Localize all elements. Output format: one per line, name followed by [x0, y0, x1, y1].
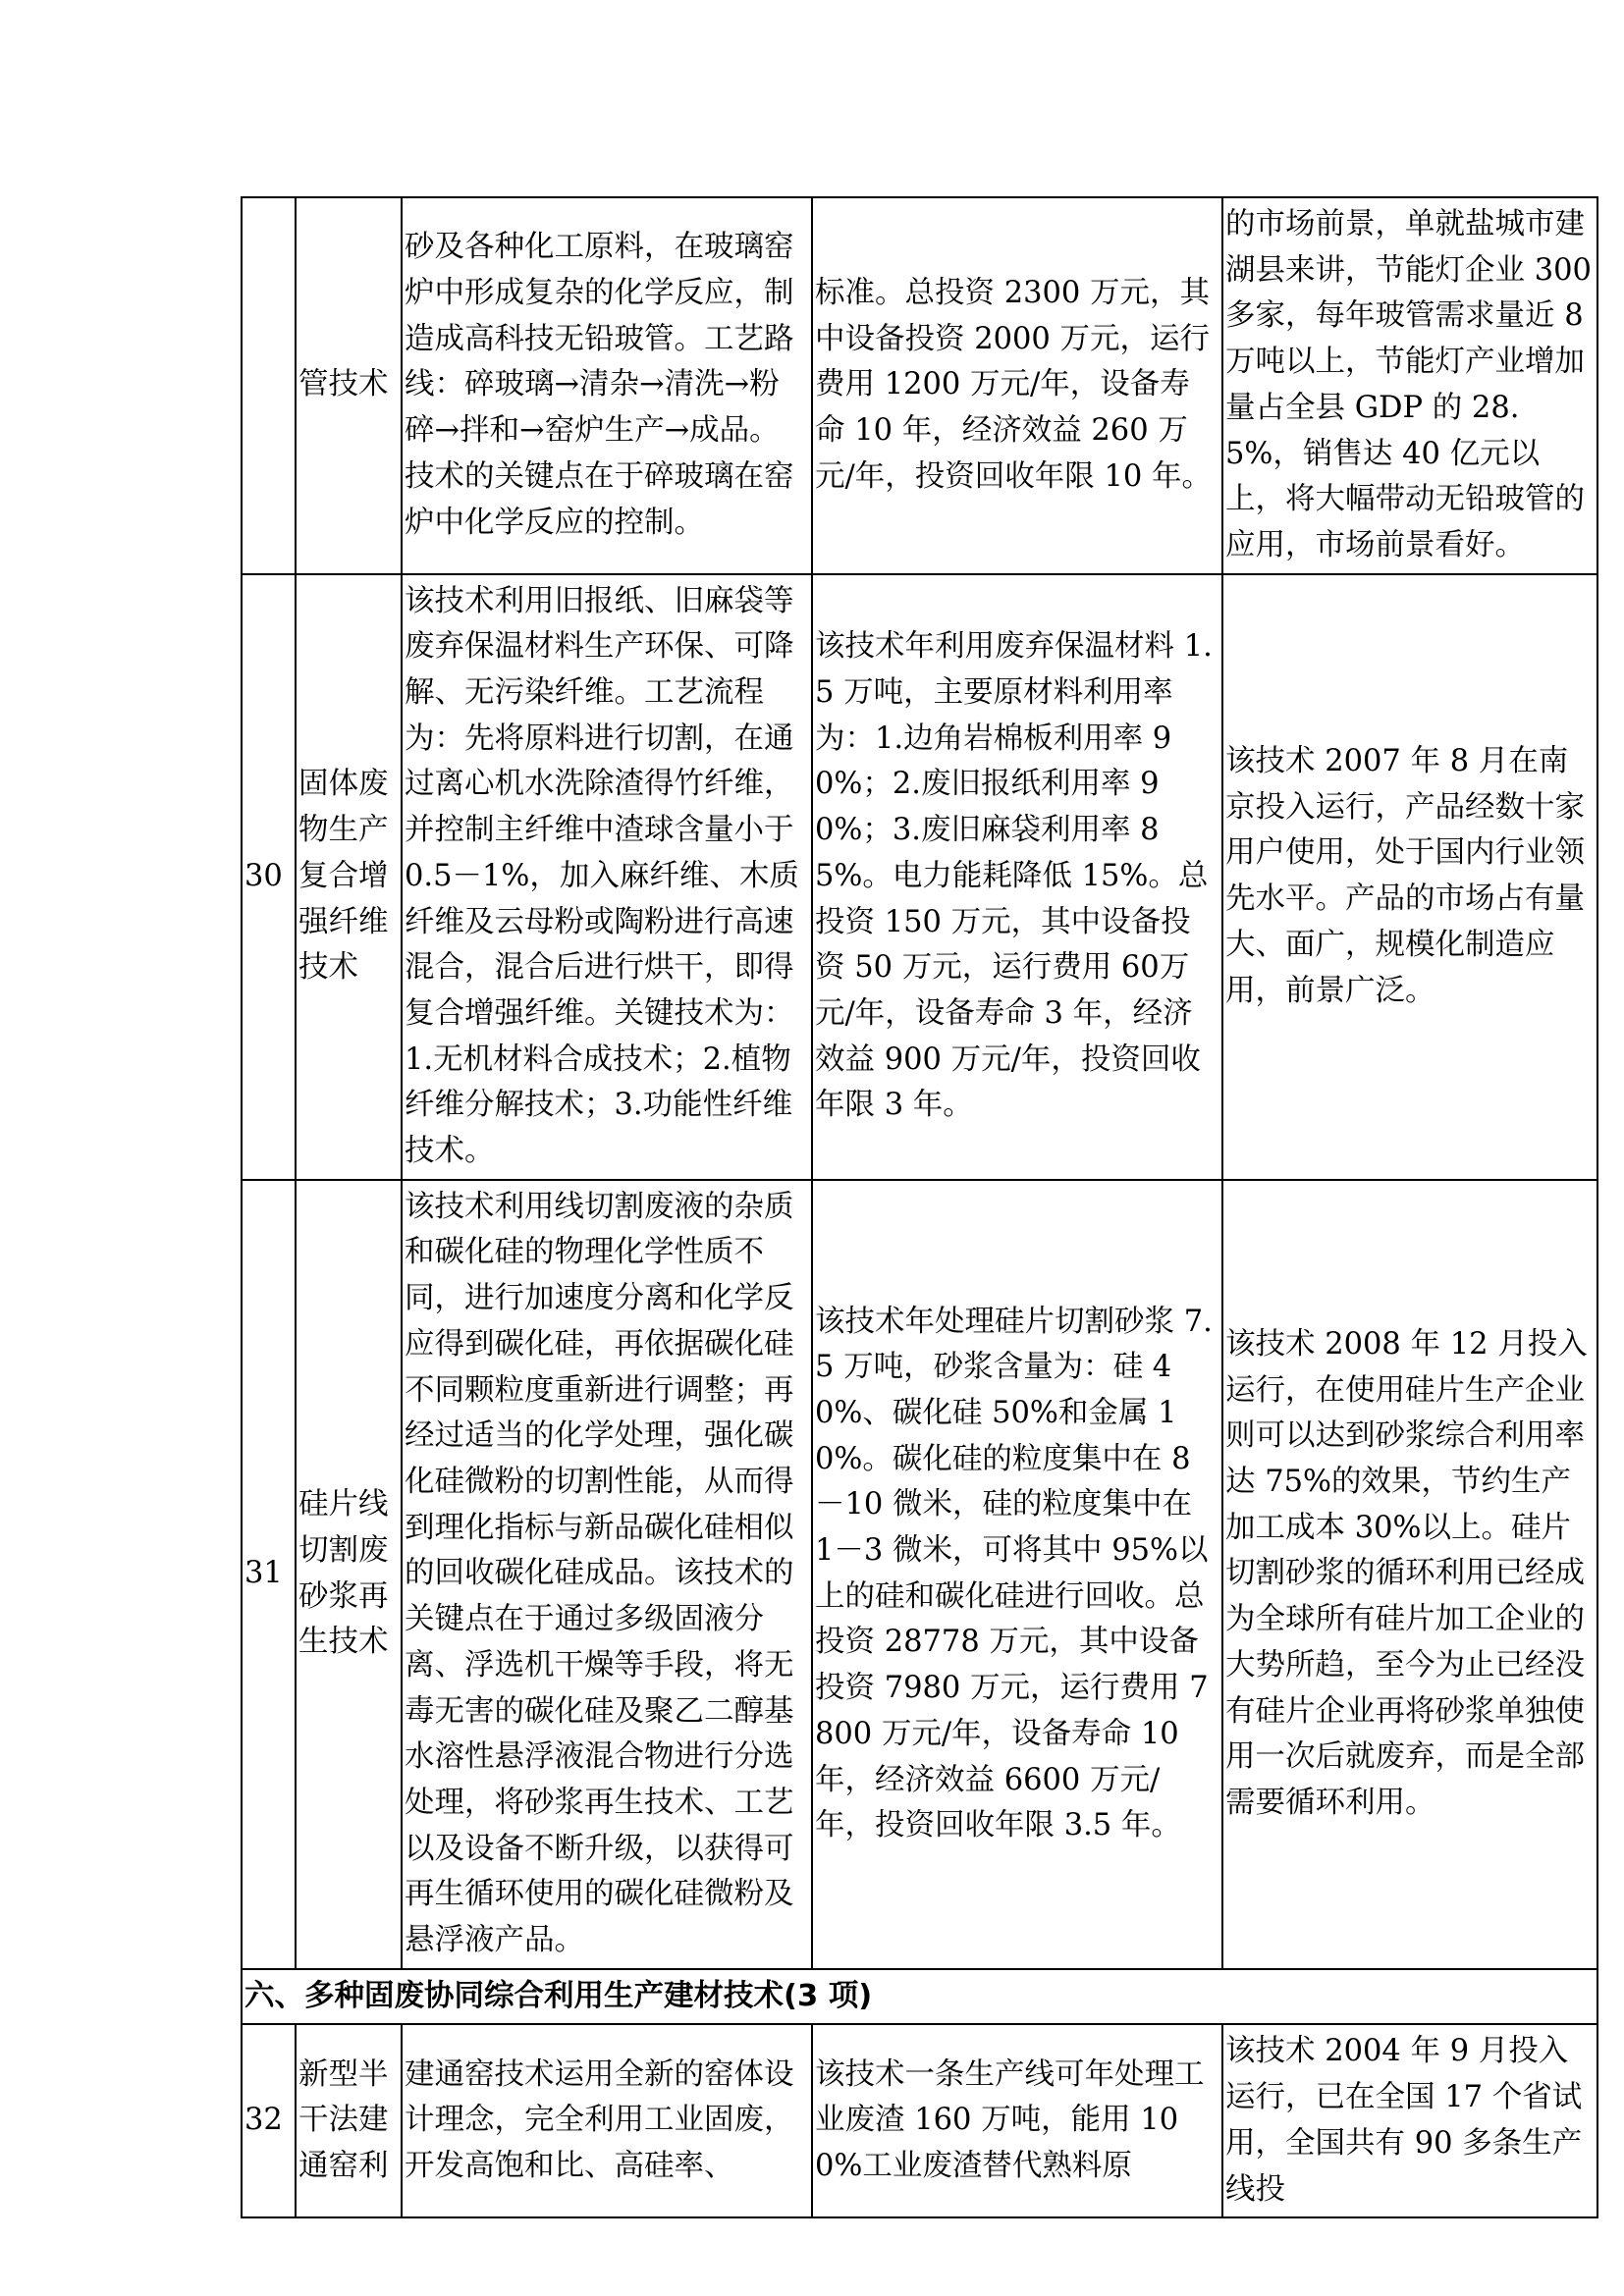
row-number: 32	[242, 2024, 296, 2217]
row-number	[242, 197, 296, 574]
technology-metrics: 该技术年处理硅片切割砂浆 7.5 万吨，砂浆含量为：硅 40%、碳化硅 50%和金属 10%。碳化硅的粒度集中在 8－10 微米，硅的粒度集中在 1－3 微米，可将其中 95%以上的硅和碳化硅进行回收。总投资 28778 万元，其中设备投资 7980 万元，运行费用 7800 万元/年，设备寿命 10年，经济效益 6600 万元/年，投资回收年限 3.5 年。	[812, 1180, 1222, 1969]
technology-name: 管技术	[296, 197, 402, 574]
technology-description: 砂及各种化工原料，在玻璃窑炉中形成复杂的化学反应，制造成高科技无铅玻管。工艺路线：碎玻璃→清杂→清洗→粉碎→拌和→窑炉生产→成品。技术的关键点在于碎玻璃在窑炉中化学反应的控制。	[402, 197, 812, 574]
market-prospect: 该技术 2008 年 12 月投入运行，在使用硅片生产企业则可以达到砂浆综合利用率达 75%的效果，节约生产加工成本 30%以上。硅片切割砂浆的循环利用已经成为全球所有硅片加工企业的大势所趋，至今为止已经没有硅片企业再将砂浆单独使用一次后就废弃，而是全部需要循环利用。	[1222, 1180, 1597, 1969]
market-prospect: 的市场前景，单就盐城市建湖县来讲，节能灯企业 300多家，每年玻管需求量近 8万吨以上，节能灯产业增加量占全县 GDP 的 28.5%，销售达 40 亿元以上，将大幅带动无铅玻管的应用，市场前景看好。	[1222, 197, 1597, 574]
market-prospect: 该技术 2007 年 8 月在南京投入运行，产品经数十家用户使用，处于国内行业领先水平。产品的市场占有量大、面广，规模化制造应用，前景广泛。	[1222, 574, 1597, 1180]
market-prospect: 该技术 2004 年 9 月投入运行，已在全国 17 个省试用，全国共有 90 多条生产线投	[1222, 2024, 1597, 2217]
technology-description: 该技术利用线切割废液的杂质和碳化硅的物理化学性质不同，进行加速度分离和化学反应得到碳化硅，再依据碳化硅不同颗粒度重新进行调整；再经过适当的化学处理，强化碳化硅微粉的切割性能，从而得到理化指标与新品碳化硅相似的回收碳化硅成品。该技术的关键点在于通过多级固液分离、浮选机干燥等手段，将无毒无害的碳化硅及聚乙二醇基水溶性悬浮液混合物进行分选处理，将砂浆再生技术、工艺以及设备不断升级，以获得可再生循环使用的碳化硅微粉及悬浮液产品。	[402, 1180, 812, 1969]
table-row	[242, 197, 1597, 574]
table-row	[242, 574, 1597, 1180]
technology-name: 新型半干法建通窑利	[296, 2024, 402, 2217]
row-number: 31	[242, 1180, 296, 1969]
technology-description: 建通窑技术运用全新的窑体设计理念，完全利用工业固废，开发高饱和比、高硅率、	[402, 2024, 812, 2217]
technology-name: 固体废物生产复合增强纤维技术	[296, 574, 402, 1180]
technology-table	[241, 196, 1598, 2218]
technology-metrics: 该技术一条生产线可年处理工业废渣 160 万吨，能用 100%工业废渣替代熟料原	[812, 2024, 1222, 2217]
technology-name: 硅片线切割废砂浆再生技术	[296, 1180, 402, 1969]
technology-description: 该技术利用旧报纸、旧麻袋等废弃保温材料生产环保、可降解、无污染纤维。工艺流程为：先将原料进行切割，在通过离心机水洗除渣得竹纤维，并控制主纤维中渣球含量小于 0.5－1%，加入麻纤维、木质纤维及云母粉或陶粉进行高速混合，混合后进行烘干，即得复合增强纤维。关键技术为：1.无机材料合成技术；2.植物纤维分解技术；3.功能性纤维技术。	[402, 574, 812, 1180]
category-row	[242, 1969, 1597, 2025]
row-number: 30	[242, 574, 296, 1180]
technology-metrics: 该技术年利用废弃保温材料 1.5 万吨，主要原材料利用率为：1.边角岩棉板利用率 90%；2.废旧报纸利用率 90%；3.废旧麻袋利用率 85%。电力能耗降低 15%。总投资 150 万元，其中设备投资 50 万元，运行费用 60万元/年，设备寿命 3 年，经济效益 900 万元/年，投资回收年限 3 年。	[812, 574, 1222, 1180]
table-row	[242, 1180, 1597, 1969]
category-heading: 六、多种固废协同综合利用生产建材技术(3 项)	[242, 1969, 1597, 2025]
technology-metrics: 标准。总投资 2300 万元，其中设备投资 2000 万元，运行费用 1200 万元/年，设备寿命 10 年，经济效益 260 万元/年，投资回收年限 10 年。	[812, 197, 1222, 574]
table-row	[242, 2024, 1597, 2217]
